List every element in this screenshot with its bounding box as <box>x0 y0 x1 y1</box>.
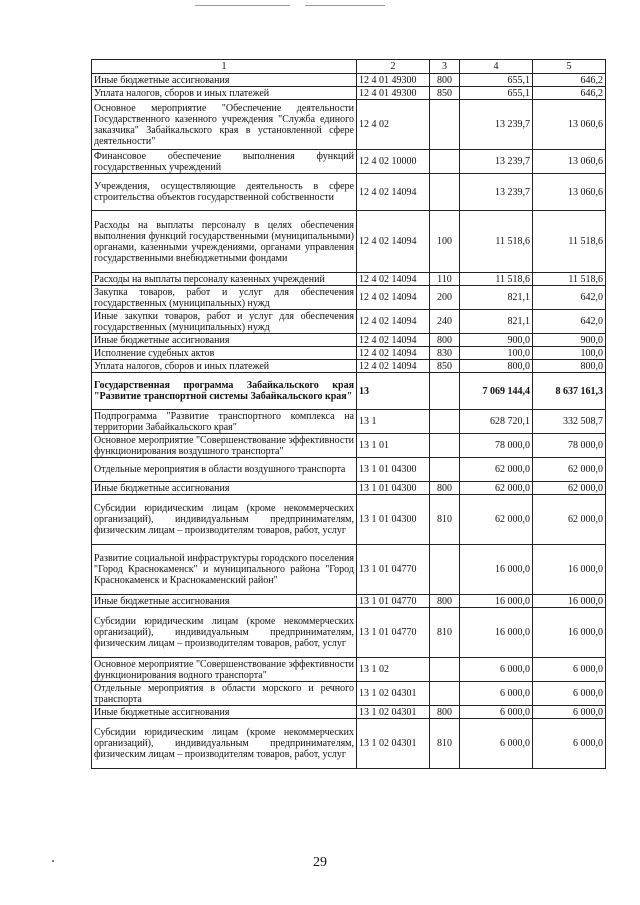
table-row <box>92 74 606 87</box>
table-row <box>92 100 606 150</box>
row-vr-cell <box>430 410 460 434</box>
row-name-cell: Субсидии юридическим лицам (кроме некоммерческих организаций), индивидуальным предпринимателям, физическим лицам – производителям товаров, работ, услуг <box>92 495 357 545</box>
row-code-cell: 13 1 01 <box>357 434 430 458</box>
row-value-2-cell: 16 000,0 <box>533 595 606 608</box>
row-code-cell: 12 4 02 14094 <box>357 273 430 286</box>
table-row <box>92 373 606 410</box>
table-row <box>92 347 606 360</box>
row-value-1-cell: 6 000,0 <box>460 658 533 682</box>
row-value-2-cell: 332 508,7 <box>533 410 606 434</box>
table-row <box>92 458 606 482</box>
table-row <box>92 545 606 595</box>
row-value-1-cell: 100,0 <box>460 347 533 360</box>
budget-table-body <box>92 60 606 769</box>
row-vr-cell: 800 <box>430 706 460 719</box>
row-value-2-cell: 11 518,6 <box>533 211 606 273</box>
row-value-1-cell: 62 000,0 <box>460 458 533 482</box>
row-value-1-cell: 6 000,0 <box>460 719 533 769</box>
row-value-2-cell: 13 060,6 <box>533 100 606 150</box>
row-vr-cell: 800 <box>430 334 460 347</box>
row-value-1-cell: 628 720,1 <box>460 410 533 434</box>
row-value-2-cell: 642,0 <box>533 310 606 334</box>
row-value-1-cell: 6 000,0 <box>460 682 533 706</box>
row-value-1-cell: 7 069 144,4 <box>460 373 533 410</box>
row-value-2-cell: 62 000,0 <box>533 482 606 495</box>
row-name-cell: Отдельные мероприятия в области морского и речного транспорта <box>92 682 357 706</box>
row-value-1-cell: 78 000,0 <box>460 434 533 458</box>
header-col-2: 2 <box>357 60 430 74</box>
row-value-2-cell: 11 518,6 <box>533 273 606 286</box>
row-value-1-cell: 16 000,0 <box>460 608 533 658</box>
row-code-cell: 13 1 01 04300 <box>357 458 430 482</box>
row-vr-cell <box>430 658 460 682</box>
table-header-row <box>92 60 606 74</box>
row-name-cell: Иные закупки товаров, работ и услуг для обеспечения государственных (муниципальных) нужд <box>92 310 357 334</box>
table-row <box>92 595 606 608</box>
row-value-1-cell: 62 000,0 <box>460 482 533 495</box>
table-row <box>92 174 606 211</box>
row-code-cell: 12 4 02 14094 <box>357 211 430 273</box>
budget-table-container <box>91 59 605 769</box>
table-row <box>92 682 606 706</box>
row-value-2-cell: 16 000,0 <box>533 608 606 658</box>
row-code-cell: 13 1 02 04301 <box>357 719 430 769</box>
budget-table <box>91 59 606 769</box>
row-code-cell: 13 1 02 04301 <box>357 682 430 706</box>
row-code-cell: 13 1 01 04300 <box>357 482 430 495</box>
row-name-cell: Исполнение судебных актов <box>92 347 357 360</box>
row-code-cell: 13 1 01 04770 <box>357 545 430 595</box>
table-row <box>92 360 606 373</box>
row-name-cell: Субсидии юридическим лицам (кроме некоммерческих организаций), индивидуальным предпринимателям, физическим лицам – производителям товаров, работ, услуг <box>92 608 357 658</box>
row-value-1-cell: 13 239,7 <box>460 150 533 174</box>
row-code-cell: 13 1 <box>357 410 430 434</box>
row-value-1-cell: 16 000,0 <box>460 595 533 608</box>
row-vr-cell <box>430 434 460 458</box>
row-value-1-cell: 6 000,0 <box>460 706 533 719</box>
header-col-5: 5 <box>533 60 606 74</box>
row-value-1-cell: 821,1 <box>460 310 533 334</box>
table-row <box>92 334 606 347</box>
row-vr-cell: 800 <box>430 482 460 495</box>
row-code-cell: 13 <box>357 373 430 410</box>
row-code-cell: 12 4 02 14094 <box>357 360 430 373</box>
row-name-cell: Учреждения, осуществляющие деятельность в сфере строительства объектов государственной собственности <box>92 174 357 211</box>
table-row <box>92 495 606 545</box>
row-value-2-cell: 13 060,6 <box>533 174 606 211</box>
row-value-2-cell: 6 000,0 <box>533 719 606 769</box>
page-number: 29 <box>313 855 327 870</box>
row-name-cell: Уплата налогов, сборов и иных платежей <box>92 87 357 100</box>
table-row <box>92 719 606 769</box>
row-name-cell: Иные бюджетные ассигнования <box>92 706 357 719</box>
row-value-1-cell: 16 000,0 <box>460 545 533 595</box>
row-name-cell: Финансовое обеспечение выполнения функций государственных учреждений <box>92 150 357 174</box>
table-row <box>92 273 606 286</box>
row-vr-cell: 240 <box>430 310 460 334</box>
row-code-cell: 12 4 02 14094 <box>357 286 430 310</box>
row-name-cell: Государственная программа Забайкальского края "Развитие транспортной системы Забайкальского края" <box>92 373 357 410</box>
row-value-2-cell: 800,0 <box>533 360 606 373</box>
row-value-1-cell: 655,1 <box>460 74 533 87</box>
row-vr-cell: 850 <box>430 87 460 100</box>
row-code-cell: 13 1 02 04301 <box>357 706 430 719</box>
table-row <box>92 608 606 658</box>
header-col-4: 4 <box>460 60 533 74</box>
row-vr-cell: 110 <box>430 273 460 286</box>
row-vr-cell <box>430 373 460 410</box>
header-col-3: 3 <box>430 60 460 74</box>
row-name-cell: Уплата налогов, сборов и иных платежей <box>92 360 357 373</box>
header-col-1: 1 <box>92 60 357 74</box>
table-row <box>92 410 606 434</box>
row-code-cell: 13 1 01 04300 <box>357 495 430 545</box>
row-vr-cell <box>430 682 460 706</box>
row-name-cell: Закупка товаров, работ и услуг для обеспечения государственных (муниципальных) нужд <box>92 286 357 310</box>
row-code-cell: 12 4 01 49300 <box>357 74 430 87</box>
row-vr-cell: 810 <box>430 608 460 658</box>
table-row <box>92 310 606 334</box>
row-vr-cell: 810 <box>430 719 460 769</box>
row-code-cell: 12 4 02 14094 <box>357 310 430 334</box>
row-value-1-cell: 13 239,7 <box>460 100 533 150</box>
row-vr-cell: 100 <box>430 211 460 273</box>
row-vr-cell: 850 <box>430 360 460 373</box>
row-value-2-cell: 78 000,0 <box>533 434 606 458</box>
row-code-cell: 12 4 02 10000 <box>357 150 430 174</box>
row-value-1-cell: 655,1 <box>460 87 533 100</box>
row-value-2-cell: 6 000,0 <box>533 706 606 719</box>
row-code-cell: 12 4 02 <box>357 100 430 150</box>
table-row <box>92 434 606 458</box>
top-rule-right <box>305 5 385 6</box>
row-name-cell: Иные бюджетные ассигнования <box>92 482 357 495</box>
table-row <box>92 658 606 682</box>
row-code-cell: 13 1 01 04770 <box>357 608 430 658</box>
row-name-cell: Подпрограмма "Развитие транспортного комплекса на территории Забайкальского края" <box>92 410 357 434</box>
row-vr-cell: 800 <box>430 74 460 87</box>
row-value-1-cell: 900,0 <box>460 334 533 347</box>
row-code-cell: 13 1 01 04770 <box>357 595 430 608</box>
table-row <box>92 482 606 495</box>
row-vr-cell: 200 <box>430 286 460 310</box>
row-value-2-cell: 62 000,0 <box>533 495 606 545</box>
row-code-cell: 12 4 02 14094 <box>357 334 430 347</box>
row-name-cell: Основное мероприятие "Обеспечение деятельности Государственного казенного учреждения "Служба единого заказчика" Забайкальского края в установленной сфере деятельности" <box>92 100 357 150</box>
row-value-2-cell: 6 000,0 <box>533 682 606 706</box>
row-vr-cell: 830 <box>430 347 460 360</box>
row-value-1-cell: 13 239,7 <box>460 174 533 211</box>
row-value-1-cell: 821,1 <box>460 286 533 310</box>
table-row <box>92 211 606 273</box>
row-code-cell: 12 4 02 14094 <box>357 174 430 211</box>
row-value-2-cell: 646,2 <box>533 74 606 87</box>
row-value-2-cell: 646,2 <box>533 87 606 100</box>
row-value-2-cell: 16 000,0 <box>533 545 606 595</box>
row-name-cell: Иные бюджетные ассигнования <box>92 74 357 87</box>
row-name-cell: Субсидии юридическим лицам (кроме некоммерческих организаций), индивидуальным предпринимателям, физическим лицам – производителям товаров, работ, услуг <box>92 719 357 769</box>
row-name-cell: Отдельные мероприятия в области воздушного транспорта <box>92 458 357 482</box>
table-row <box>92 87 606 100</box>
top-rule-left <box>195 5 290 6</box>
row-value-2-cell: 900,0 <box>533 334 606 347</box>
row-value-2-cell: 8 637 161,3 <box>533 373 606 410</box>
row-vr-cell <box>430 174 460 211</box>
row-vr-cell <box>430 150 460 174</box>
row-vr-cell <box>430 545 460 595</box>
table-row <box>92 706 606 719</box>
table-row <box>92 286 606 310</box>
row-value-2-cell: 100,0 <box>533 347 606 360</box>
row-name-cell: Иные бюджетные ассигнования <box>92 334 357 347</box>
row-vr-cell <box>430 100 460 150</box>
row-vr-cell: 810 <box>430 495 460 545</box>
row-value-1-cell: 62 000,0 <box>460 495 533 545</box>
row-code-cell: 13 1 02 <box>357 658 430 682</box>
row-value-2-cell: 642,0 <box>533 286 606 310</box>
row-value-1-cell: 800,0 <box>460 360 533 373</box>
row-name-cell: Основное мероприятие "Совершенствование эффективности функционирования воздушного транспорта" <box>92 434 357 458</box>
row-value-2-cell: 6 000,0 <box>533 658 606 682</box>
row-value-2-cell: 62 000,0 <box>533 458 606 482</box>
row-value-1-cell: 11 518,6 <box>460 211 533 273</box>
row-vr-cell: 800 <box>430 595 460 608</box>
row-name-cell: Развитие социальной инфраструктуры городского поселения "Город Краснокаменск" и муниципального района "Город Краснокаменск и Краснокаменский район" <box>92 545 357 595</box>
row-name-cell: Расходы на выплаты персоналу в целях обеспечения выполнения функций государственными (муниципальными) органами, казенными учреждениями, органами управления государственными внебюджетными фондами <box>92 211 357 273</box>
row-name-cell: Иные бюджетные ассигнования <box>92 595 357 608</box>
row-vr-cell <box>430 458 460 482</box>
row-code-cell: 12 4 01 49300 <box>357 87 430 100</box>
row-code-cell: 12 4 02 14094 <box>357 347 430 360</box>
row-name-cell: Основное мероприятие "Совершенствование эффективности функционирования водного транспорта" <box>92 658 357 682</box>
table-row <box>92 150 606 174</box>
row-name-cell: Расходы на выплаты персоналу казенных учреждений <box>92 273 357 286</box>
row-value-2-cell: 13 060,6 <box>533 150 606 174</box>
row-value-1-cell: 11 518,6 <box>460 273 533 286</box>
